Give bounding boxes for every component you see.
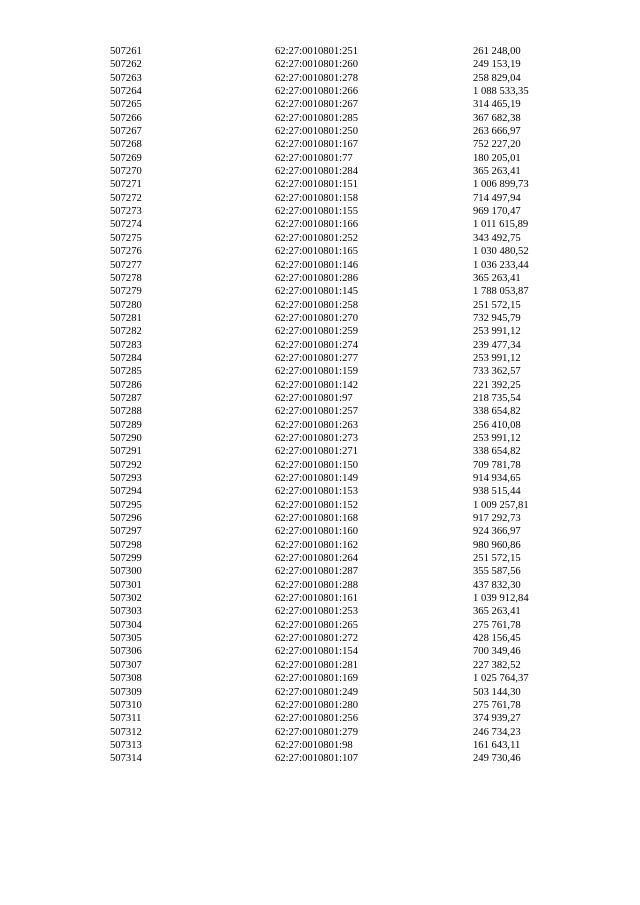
record-number-cell: 507294 bbox=[110, 486, 142, 498]
cadastral-number-cell: 62:27:0010801:167 bbox=[275, 139, 358, 151]
value-cell: 938 515,44 bbox=[473, 486, 521, 498]
record-number-cell: 507301 bbox=[110, 579, 142, 591]
value-cell: 263 666,97 bbox=[473, 126, 521, 138]
record-number-cell: 507264 bbox=[110, 86, 142, 98]
record-number-cell: 507306 bbox=[110, 646, 142, 658]
value-cell: 1 009 257,81 bbox=[473, 499, 529, 511]
value-cell: 365 263,41 bbox=[473, 272, 521, 284]
record-number-cell: 507285 bbox=[110, 366, 142, 378]
record-number-cell: 507261 bbox=[110, 46, 142, 57]
record-number-cell: 507293 bbox=[110, 473, 142, 484]
record-number-cell: 507262 bbox=[110, 59, 142, 71]
cadastral-number-cell: 62:27:0010801:161 bbox=[275, 593, 358, 605]
cadastral-number-cell: 62:27:0010801:142 bbox=[275, 379, 358, 391]
cadastral-number-cell: 62:27:0010801:288 bbox=[275, 579, 358, 591]
value-cell: 251 572,15 bbox=[473, 299, 521, 311]
record-number-cell: 507311 bbox=[110, 713, 142, 725]
table-row bbox=[110, 472, 570, 485]
record-number-cell: 507272 bbox=[110, 192, 142, 204]
table-row bbox=[110, 125, 570, 138]
table-row bbox=[110, 392, 570, 405]
value-cell: 338 654,82 bbox=[473, 446, 521, 458]
table-row bbox=[110, 98, 570, 111]
record-number-cell: 507290 bbox=[110, 432, 142, 444]
record-number-cell: 507299 bbox=[110, 553, 142, 565]
cadastral-number-cell: 62:27:0010801:154 bbox=[275, 646, 358, 658]
record-number-cell: 507310 bbox=[110, 699, 142, 711]
cadastral-number-cell: 62:27:0010801:150 bbox=[275, 459, 358, 471]
table-row bbox=[110, 205, 570, 218]
cadastral-number-cell: 62:27:0010801:274 bbox=[275, 339, 358, 351]
record-number-cell: 507279 bbox=[110, 286, 142, 298]
record-number-cell: 507273 bbox=[110, 206, 142, 218]
cadastral-number-cell: 62:27:0010801:107 bbox=[275, 753, 358, 765]
record-number-cell: 507304 bbox=[110, 619, 142, 631]
value-cell: 1 039 912,84 bbox=[473, 593, 529, 605]
record-number-cell: 507283 bbox=[110, 339, 142, 351]
record-number-cell: 507278 bbox=[110, 272, 142, 284]
value-cell: 428 156,45 bbox=[473, 633, 521, 645]
value-cell: 367 682,38 bbox=[473, 112, 521, 124]
record-number-cell: 507269 bbox=[110, 152, 142, 164]
table-row bbox=[110, 459, 570, 472]
cadastral-number-cell: 62:27:0010801:162 bbox=[275, 539, 358, 551]
value-cell: 249 730,46 bbox=[473, 753, 521, 765]
table-row bbox=[110, 45, 570, 58]
value-cell: 709 781,78 bbox=[473, 459, 521, 471]
cadastral-number-cell: 62:27:0010801:273 bbox=[275, 432, 358, 444]
record-number-cell: 507307 bbox=[110, 659, 142, 671]
table-row bbox=[110, 112, 570, 125]
value-cell: 258 829,04 bbox=[473, 72, 521, 84]
table-row bbox=[110, 565, 570, 578]
table-row bbox=[110, 72, 570, 85]
value-cell: 752 227,20 bbox=[473, 139, 521, 151]
cadastral-number-cell: 62:27:0010801:98 bbox=[275, 739, 353, 751]
record-number-cell: 507271 bbox=[110, 179, 142, 191]
value-cell: 980 960,86 bbox=[473, 539, 521, 551]
record-number-cell: 507312 bbox=[110, 726, 142, 738]
cadastral-number-cell: 62:27:0010801:267 bbox=[275, 99, 358, 111]
value-cell: 227 382,52 bbox=[473, 659, 521, 671]
cadastral-number-cell: 62:27:0010801:166 bbox=[275, 219, 358, 231]
value-cell: 275 761,78 bbox=[473, 699, 521, 711]
cadastral-number-cell: 62:27:0010801:165 bbox=[275, 246, 358, 258]
value-cell: 253 991,12 bbox=[473, 432, 521, 444]
record-number-cell: 507292 bbox=[110, 459, 142, 471]
table-row bbox=[110, 605, 570, 618]
table-row bbox=[110, 312, 570, 325]
record-number-cell: 507288 bbox=[110, 406, 142, 418]
value-cell: 365 263,41 bbox=[473, 166, 521, 178]
cadastral-number-cell: 62:27:0010801:152 bbox=[275, 499, 358, 511]
cadastral-number-cell: 62:27:0010801:270 bbox=[275, 312, 358, 324]
table-row bbox=[110, 325, 570, 338]
record-number-cell: 507268 bbox=[110, 139, 142, 151]
value-cell: 261 248,00 bbox=[473, 46, 521, 57]
cadastral-number-cell: 62:27:0010801:158 bbox=[275, 192, 358, 204]
cadastral-number-cell: 62:27:0010801:146 bbox=[275, 259, 358, 271]
table-row bbox=[110, 672, 570, 685]
cadastral-number-cell: 62:27:0010801:260 bbox=[275, 59, 358, 71]
table-row bbox=[110, 525, 570, 538]
table-row bbox=[110, 579, 570, 592]
record-number-cell: 507277 bbox=[110, 259, 142, 271]
value-cell: 924 366,97 bbox=[473, 526, 521, 538]
record-number-cell: 507275 bbox=[110, 232, 142, 244]
record-number-cell: 507266 bbox=[110, 112, 142, 124]
cadastral-number-cell: 62:27:0010801:252 bbox=[275, 232, 358, 244]
cadastral-number-cell: 62:27:0010801:279 bbox=[275, 726, 358, 738]
table-row bbox=[110, 405, 570, 418]
table-row bbox=[110, 485, 570, 498]
record-number-cell: 507280 bbox=[110, 299, 142, 311]
table-row bbox=[110, 232, 570, 245]
value-cell: 253 991,12 bbox=[473, 326, 521, 338]
value-cell: 917 292,73 bbox=[473, 513, 521, 525]
value-cell: 1 030 480,52 bbox=[473, 246, 529, 258]
table-row bbox=[110, 752, 570, 765]
value-cell: 239 477,34 bbox=[473, 339, 521, 351]
value-cell: 1 025 764,37 bbox=[473, 673, 529, 685]
record-number-cell: 507296 bbox=[110, 513, 142, 525]
table-row bbox=[110, 178, 570, 191]
cadastral-number-cell: 62:27:0010801:160 bbox=[275, 526, 358, 538]
value-cell: 251 572,15 bbox=[473, 553, 521, 565]
cadastral-number-cell: 62:27:0010801:169 bbox=[275, 673, 358, 685]
table-row bbox=[110, 686, 570, 699]
table-row bbox=[110, 539, 570, 552]
cadastral-number-cell: 62:27:0010801:251 bbox=[275, 46, 358, 57]
cadastral-number-cell: 62:27:0010801:258 bbox=[275, 299, 358, 311]
cadastral-number-cell: 62:27:0010801:285 bbox=[275, 112, 358, 124]
table-row bbox=[110, 365, 570, 378]
table-row bbox=[110, 699, 570, 712]
cadastral-number-cell: 62:27:0010801:271 bbox=[275, 446, 358, 458]
cadastral-number-cell: 62:27:0010801:250 bbox=[275, 126, 358, 138]
record-number-cell: 507287 bbox=[110, 392, 142, 404]
value-cell: 249 153,19 bbox=[473, 59, 521, 71]
value-cell: 221 392,25 bbox=[473, 379, 521, 391]
record-number-cell: 507303 bbox=[110, 606, 142, 618]
cadastral-number-cell: 62:27:0010801:280 bbox=[275, 699, 358, 711]
record-number-cell: 507313 bbox=[110, 739, 142, 751]
value-cell: 343 492,75 bbox=[473, 232, 521, 244]
cadastral-number-cell: 62:27:0010801:287 bbox=[275, 566, 358, 578]
table-row bbox=[110, 272, 570, 285]
cadastral-number-cell: 62:27:0010801:264 bbox=[275, 553, 358, 565]
record-number-cell: 507284 bbox=[110, 352, 142, 364]
data-table bbox=[110, 45, 570, 766]
record-number-cell: 507314 bbox=[110, 753, 142, 765]
cadastral-number-cell: 62:27:0010801:266 bbox=[275, 86, 358, 98]
table-row bbox=[110, 379, 570, 392]
record-number-cell: 507267 bbox=[110, 126, 142, 138]
cadastral-number-cell: 62:27:0010801:151 bbox=[275, 179, 358, 191]
record-number-cell: 507308 bbox=[110, 673, 142, 685]
record-number-cell: 507298 bbox=[110, 539, 142, 551]
record-number-cell: 507297 bbox=[110, 526, 142, 538]
cadastral-number-cell: 62:27:0010801:145 bbox=[275, 286, 358, 298]
cadastral-number-cell: 62:27:0010801:286 bbox=[275, 272, 358, 284]
cadastral-number-cell: 62:27:0010801:97 bbox=[275, 392, 353, 404]
record-number-cell: 507286 bbox=[110, 379, 142, 391]
value-cell: 275 761,78 bbox=[473, 619, 521, 631]
value-cell: 700 349,46 bbox=[473, 646, 521, 658]
cadastral-number-cell: 62:27:0010801:159 bbox=[275, 366, 358, 378]
record-number-cell: 507302 bbox=[110, 593, 142, 605]
cadastral-number-cell: 62:27:0010801:272 bbox=[275, 633, 358, 645]
table-row bbox=[110, 432, 570, 445]
cadastral-number-cell: 62:27:0010801:278 bbox=[275, 72, 358, 84]
value-cell: 161 643,11 bbox=[473, 739, 521, 751]
record-number-cell: 507282 bbox=[110, 326, 142, 338]
table-row bbox=[110, 619, 570, 632]
table-row bbox=[110, 218, 570, 231]
value-cell: 180 205,01 bbox=[473, 152, 521, 164]
cadastral-number-cell: 62:27:0010801:281 bbox=[275, 659, 358, 671]
value-cell: 437 832,30 bbox=[473, 579, 521, 591]
table-row bbox=[110, 712, 570, 725]
table-row bbox=[110, 259, 570, 272]
table-row bbox=[110, 58, 570, 71]
record-number-cell: 507295 bbox=[110, 499, 142, 511]
value-cell: 914 934,65 bbox=[473, 473, 521, 484]
table-row bbox=[110, 285, 570, 298]
value-cell: 218 735,54 bbox=[473, 392, 521, 404]
cadastral-number-cell: 62:27:0010801:149 bbox=[275, 473, 358, 484]
table-row bbox=[110, 499, 570, 512]
table-row bbox=[110, 739, 570, 752]
record-number-cell: 507289 bbox=[110, 419, 142, 431]
cadastral-number-cell: 62:27:0010801:259 bbox=[275, 326, 358, 338]
cadastral-number-cell: 62:27:0010801:284 bbox=[275, 166, 358, 178]
value-cell: 246 734,23 bbox=[473, 726, 521, 738]
value-cell: 1 011 615,89 bbox=[473, 219, 529, 231]
record-number-cell: 507263 bbox=[110, 72, 142, 84]
value-cell: 355 587,56 bbox=[473, 566, 521, 578]
cadastral-number-cell: 62:27:0010801:77 bbox=[275, 152, 353, 164]
value-cell: 732 945,79 bbox=[473, 312, 521, 324]
table-row bbox=[110, 726, 570, 739]
table-row bbox=[110, 352, 570, 365]
value-cell: 253 991,12 bbox=[473, 352, 521, 364]
value-cell: 1 006 899,73 bbox=[473, 179, 529, 191]
table-row bbox=[110, 645, 570, 658]
table-row bbox=[110, 299, 570, 312]
table-row bbox=[110, 245, 570, 258]
cadastral-number-cell: 62:27:0010801:249 bbox=[275, 686, 358, 698]
cadastral-number-cell: 62:27:0010801:263 bbox=[275, 419, 358, 431]
record-number-cell: 507276 bbox=[110, 246, 142, 258]
cadastral-number-cell: 62:27:0010801:257 bbox=[275, 406, 358, 418]
table-row bbox=[110, 419, 570, 432]
value-cell: 1 788 053,87 bbox=[473, 286, 529, 298]
table-row bbox=[110, 138, 570, 151]
record-number-cell: 507281 bbox=[110, 312, 142, 324]
cadastral-number-cell: 62:27:0010801:256 bbox=[275, 713, 358, 725]
record-number-cell: 507309 bbox=[110, 686, 142, 698]
cadastral-number-cell: 62:27:0010801:168 bbox=[275, 513, 358, 525]
table-row bbox=[110, 152, 570, 165]
table-row bbox=[110, 659, 570, 672]
value-cell: 314 465,19 bbox=[473, 99, 521, 111]
table-row bbox=[110, 192, 570, 205]
cadastral-number-cell: 62:27:0010801:277 bbox=[275, 352, 358, 364]
table-row bbox=[110, 632, 570, 645]
table-row bbox=[110, 445, 570, 458]
record-number-cell: 507270 bbox=[110, 166, 142, 178]
record-number-cell: 507291 bbox=[110, 446, 142, 458]
value-cell: 338 654,82 bbox=[473, 406, 521, 418]
value-cell: 1 088 533,35 bbox=[473, 86, 529, 98]
record-number-cell: 507274 bbox=[110, 219, 142, 231]
cadastral-number-cell: 62:27:0010801:153 bbox=[275, 486, 358, 498]
value-cell: 714 497,94 bbox=[473, 192, 521, 204]
cadastral-number-cell: 62:27:0010801:265 bbox=[275, 619, 358, 631]
table-row bbox=[110, 339, 570, 352]
value-cell: 365 263,41 bbox=[473, 606, 521, 618]
record-number-cell: 507300 bbox=[110, 566, 142, 578]
record-number-cell: 507265 bbox=[110, 99, 142, 111]
table-row bbox=[110, 592, 570, 605]
record-number-cell: 507305 bbox=[110, 633, 142, 645]
cadastral-number-cell: 62:27:0010801:155 bbox=[275, 206, 358, 218]
table-row bbox=[110, 552, 570, 565]
value-cell: 256 410,08 bbox=[473, 419, 521, 431]
cadastral-number-cell: 62:27:0010801:253 bbox=[275, 606, 358, 618]
value-cell: 374 939,27 bbox=[473, 713, 521, 725]
table-row bbox=[110, 165, 570, 178]
value-cell: 969 170,47 bbox=[473, 206, 521, 218]
table-row bbox=[110, 512, 570, 525]
value-cell: 733 362,57 bbox=[473, 366, 521, 378]
table-row bbox=[110, 85, 570, 98]
value-cell: 1 036 233,44 bbox=[473, 259, 529, 271]
value-cell: 503 144,30 bbox=[473, 686, 521, 698]
